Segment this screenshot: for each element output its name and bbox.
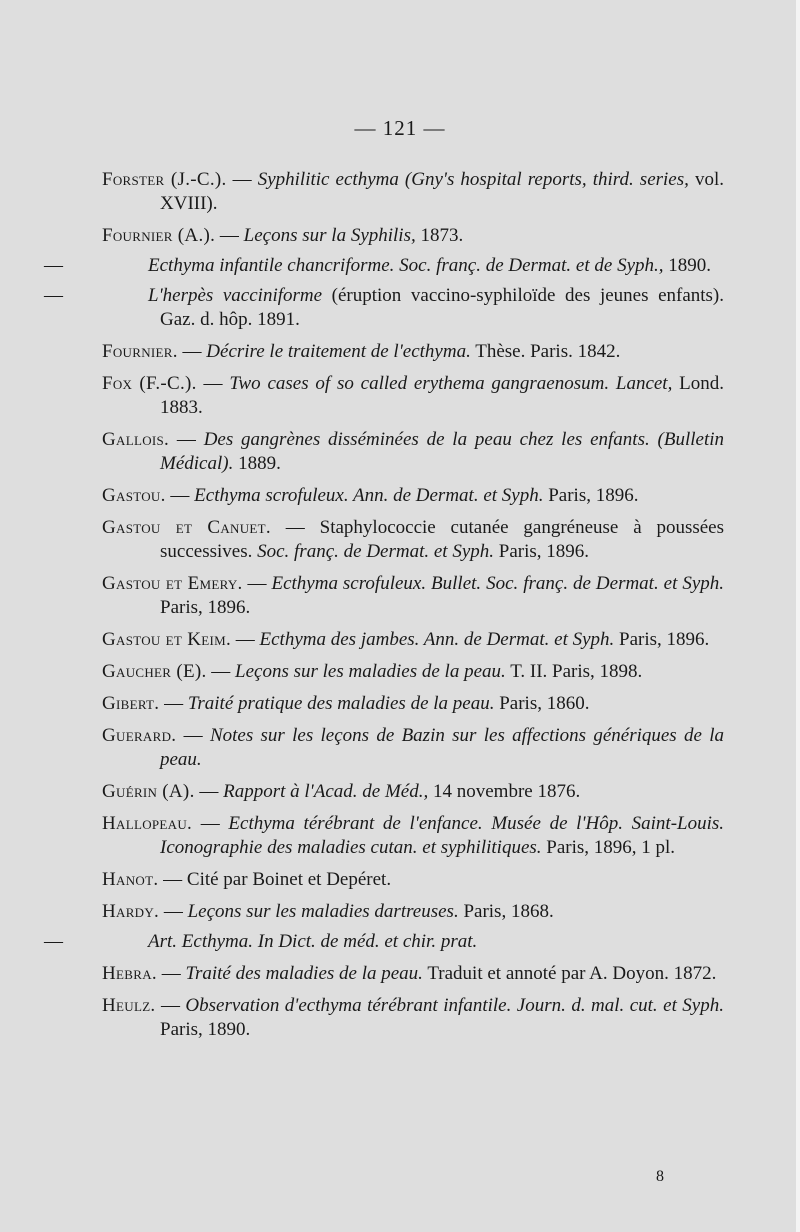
entry-author: Hebra. xyxy=(102,963,157,984)
entry-author: Gastou et Canuet. xyxy=(102,517,271,538)
bibliography-list xyxy=(44,168,725,1050)
entry-title: Ecthyma scrofuleux. Bullet. Soc. franç. de Dermat. et Syph. xyxy=(271,573,724,594)
entry-title: Syphilitic ecthyma (Gny's hospital reports, third. series, xyxy=(257,169,689,190)
entry-publication: Traduit et annoté par A. Doyon. 1872. xyxy=(427,963,717,984)
entry-publication: vol. XVIII). xyxy=(160,169,724,214)
entry-title: Leçons sur les maladies de la peau. xyxy=(235,661,506,682)
entry-author: Gallois. xyxy=(102,429,170,450)
bibliography-entry: Gastou et Keim. — Ecthyma des jambes. Ann. de Dermat. et Syph. Paris, 1896. xyxy=(102,629,710,650)
ditto-dash: — xyxy=(44,255,63,276)
entry-publication: Paris, 1860. xyxy=(499,693,590,714)
entry-title: Ecthyma des jambes. Ann. de Dermat. et Syph. xyxy=(259,629,615,650)
entry-author: Gastou. xyxy=(102,485,166,506)
entry-title: Traité des maladies de la peau. xyxy=(185,963,423,984)
entry-author: Gaucher (E). xyxy=(102,661,207,682)
entry-publication: 1890. xyxy=(668,255,712,276)
entry-description: Cité par Boinet et Depéret. xyxy=(186,869,392,890)
entry-publication: Lond. 1883. xyxy=(160,373,725,418)
page-number: — 121 — xyxy=(354,116,446,140)
entry-author: Fox (F.-C.). xyxy=(102,373,197,394)
entry-author: Hallopeau. xyxy=(102,813,193,834)
entry-description: Staphylococcie cutanée gangréneuse à poussées successives. xyxy=(160,517,725,562)
bibliography-entry: Gibert. — Traité pratique des maladies de la peau. Paris, 1860. xyxy=(102,693,590,714)
bibliography-entry xyxy=(44,254,724,278)
entry-title: Soc. franç. de Dermat. et Syph. xyxy=(257,541,495,562)
bibliography-entry: Heulz. — Observation d'ecthyma térébrant infantile. Journ. d. mal. cut. et Syph. Paris, 1890. xyxy=(102,995,724,1040)
entry-publication: Paris, 1896, 1 pl. xyxy=(546,837,676,858)
entry-title: Leçons sur les maladies dartreuses. xyxy=(187,901,459,922)
entry-title: Two cases of so called erythema gangraenosum. Lancet, xyxy=(229,373,673,394)
entry-author: Fournier. xyxy=(102,341,178,362)
bibliography-entry: Gastou et Canuet. — Staphylococcie cutanée gangréneuse à poussées successives. Soc. franç. de Dermat. et Syph. Paris, 1896. xyxy=(102,517,725,562)
bibliography-entry: Fournier. — Décrire le traitement de l'ecthyma. Thèse. Paris. 1842. xyxy=(102,341,621,362)
entry-author: Forster (J.-C.). xyxy=(102,169,227,190)
entry-title: Ecthyma infantile chancriforme. Soc. franç. de Dermat. et de Syph., xyxy=(148,255,664,276)
entry-publication: Paris, 1896. xyxy=(548,485,639,506)
ditto-dash: — xyxy=(44,931,63,952)
entry-publication: Paris, 1890. xyxy=(160,1019,251,1040)
bibliography-entry: Gallois. — Des gangrènes disséminées de la peau chez les enfants. (Bulletin Médical). 1889. xyxy=(102,429,725,474)
signature-mark: 8 xyxy=(656,1168,664,1185)
bibliography-entry: Gaucher (E). — Leçons sur les maladies de la peau. T. II. Paris, 1898. xyxy=(102,661,643,682)
bibliography-entry: Gastou et Emery. — Ecthyma scrofuleux. Bullet. Soc. franç. de Dermat. et Syph. Paris, 1896. xyxy=(102,573,724,618)
entry-title: Observation d'ecthyma térébrant infantile. Journ. d. mal. cut. et Syph. xyxy=(185,995,724,1016)
entry-publication: Paris, 1868. xyxy=(463,901,554,922)
entry-title: Décrire le traitement de l'ecthyma. xyxy=(206,341,471,362)
entry-author: Gastou et Emery. xyxy=(102,573,243,594)
entry-publication: Paris, 1896. xyxy=(160,597,251,618)
entry-publication: 1889. xyxy=(238,453,281,474)
bibliography-entry: Hardy. — Leçons sur les maladies dartreuses. Paris, 1868. xyxy=(102,901,554,922)
bibliography-entry xyxy=(44,284,725,332)
entry-publication: 1873. xyxy=(420,225,464,246)
entry-publication: (éruption vaccino-syphiloïde des jeunes enfants). Gaz. d. hôp. 1891. xyxy=(160,285,725,330)
entry-title: Des gangrènes disséminées de la peau chez les enfants. (Bulletin Médical). xyxy=(160,429,725,474)
entry-publication: Thèse. Paris. 1842. xyxy=(475,341,621,362)
entry-publication: 14 novembre 1876. xyxy=(432,781,581,802)
bibliography-entry: Gastou. — Ecthyma scrofuleux. Ann. de Dermat. et Syph. Paris, 1896. xyxy=(102,485,639,506)
entry-title: Rapport à l'Acad. de Méd., xyxy=(223,781,429,802)
entry-author: Gastou et Keim. xyxy=(102,629,232,650)
bibliography-entry: Hanot. — Cité par Boinet et Depéret. xyxy=(102,869,392,890)
entry-title: Leçons sur la Syphilis, xyxy=(243,225,416,246)
entry-publication: Paris, 1896. xyxy=(619,629,710,650)
entry-title: Art. Ecthyma. In Dict. de méd. et chir. prat. xyxy=(148,931,478,952)
bibliography-entry: Fournier (A.). — Leçons sur la Syphilis, 1873. xyxy=(102,225,464,246)
bibliography-entry: Fox (F.-C.). — Two cases of so called erythema gangraenosum. Lancet, Lond. 1883. xyxy=(102,373,725,418)
entry-author: Fournier (A.). xyxy=(102,225,216,246)
bibliography-entry: Guérin (A). — Rapport à l'Acad. de Méd., 14 novembre 1876. xyxy=(102,781,581,802)
entry-publication: T. II. Paris, 1898. xyxy=(510,661,643,682)
entry-author: Hardy. xyxy=(102,901,160,922)
entry-author: Heulz. xyxy=(102,995,156,1016)
bibliography-entry: Hebra. — Traité des maladies de la peau. Traduit et annoté par A. Doyon. 1872. xyxy=(102,963,717,984)
bibliography-entry: Forster (J.-C.). — Syphilitic ecthyma (Gny's hospital reports, third. series, vol. XVIII). xyxy=(102,169,724,214)
entry-title: Traité pratique des maladies de la peau. xyxy=(187,693,495,714)
bibliography-entry xyxy=(44,930,724,954)
entry-author: Guérin (A). xyxy=(102,781,195,802)
entry-title: Notes sur les leçons de Bazin sur les affections génériques de la peau. xyxy=(160,725,725,770)
entry-title: Ecthyma térébrant de l'enfance. Musée de l'Hôp. Saint-Louis. Iconographie des maladies cutan. et syphilitiques. xyxy=(160,813,725,858)
entry-title: Ecthyma scrofuleux. Ann. de Dermat. et Syph. xyxy=(194,485,544,506)
ditto-dash: — xyxy=(44,285,63,306)
entry-publication: Paris, 1896. xyxy=(498,541,590,562)
entry-author: Guerard. xyxy=(102,725,177,746)
entry-author: Gibert. xyxy=(102,693,160,714)
entry-title: L'herpès vacciniforme xyxy=(148,285,323,306)
bibliography-entry: Hallopeau. — Ecthyma térébrant de l'enfance. Musée de l'Hôp. Saint-Louis. Iconographie des maladies cutan. et syphilitiques. Paris, 1896, 1 pl. xyxy=(102,813,725,858)
bibliography-entry: Guerard. — Notes sur les leçons de Bazin sur les affections génériques de la peau. xyxy=(102,725,725,770)
entry-author: Hanot. xyxy=(102,869,159,890)
